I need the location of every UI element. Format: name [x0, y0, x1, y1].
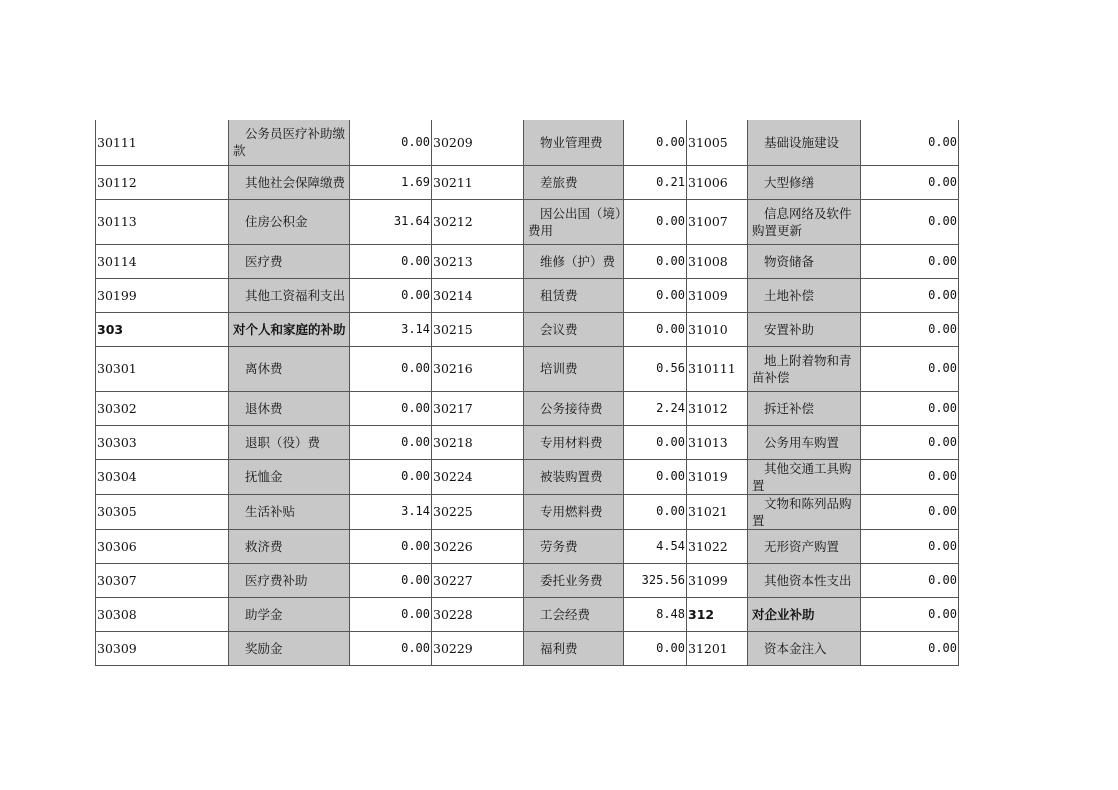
item-code: 30302	[96, 391, 229, 425]
item-name-text: 公务员医疗补助缴款	[233, 126, 346, 159]
item-name-text: 医疗费	[245, 253, 283, 269]
item-name-text: 退休费	[245, 400, 283, 416]
item-name-text: 离休费	[245, 361, 283, 376]
item-amount: 4.54	[624, 529, 687, 563]
item-name	[748, 244, 861, 278]
item-amount: 0.00	[861, 244, 959, 278]
item-name	[229, 529, 350, 563]
item-code: 30218	[432, 425, 524, 459]
item-code: 31006	[687, 165, 748, 199]
item-code: 31201	[687, 631, 748, 665]
item-name	[229, 120, 350, 165]
item-name-text: 会议费	[540, 321, 578, 337]
item-code: 30306	[96, 529, 229, 563]
item-amount: 0.00	[350, 244, 432, 278]
item-code: 30225	[432, 494, 524, 529]
table-row	[96, 391, 959, 425]
item-amount: 0.00	[624, 631, 687, 665]
item-name	[748, 165, 861, 199]
item-name-text: 物资储备	[764, 253, 815, 269]
item-name-text: 地上附着物和青苗补偿	[752, 352, 852, 385]
item-amount: 0.00	[624, 459, 687, 494]
item-amount: 0.00	[350, 120, 432, 165]
item-name	[748, 529, 861, 563]
item-code: 31010	[687, 312, 748, 346]
item-code: 30307	[96, 563, 229, 597]
item-name	[524, 244, 624, 278]
item-code: 30309	[96, 631, 229, 665]
item-name	[229, 312, 350, 346]
item-name-text: 奖励金	[245, 640, 283, 656]
item-name	[524, 165, 624, 199]
item-name-text: 公务接待费	[540, 400, 603, 416]
table-row	[96, 346, 959, 391]
item-name	[229, 631, 350, 665]
item-amount: 0.56	[624, 346, 687, 391]
item-name-text: 福利费	[540, 640, 578, 656]
item-name-text: 培训费	[540, 361, 578, 376]
item-code: 31007	[687, 199, 748, 244]
table-row	[96, 244, 959, 278]
item-name-text: 文物和陈列品购置	[752, 495, 852, 528]
item-name	[524, 278, 624, 312]
item-amount: 0.00	[350, 425, 432, 459]
table-row	[96, 494, 959, 529]
item-name-text: 助学金	[245, 606, 283, 622]
table-row	[96, 529, 959, 563]
item-code: 30215	[432, 312, 524, 346]
item-amount: 8.48	[624, 597, 687, 631]
table-row	[96, 459, 959, 494]
item-code: 31012	[687, 391, 748, 425]
item-name	[229, 199, 350, 244]
item-amount: 3.14	[350, 494, 432, 529]
item-name-text: 专用燃料费	[540, 504, 603, 519]
table-row	[96, 165, 959, 199]
table-row	[96, 199, 959, 244]
item-name	[229, 494, 350, 529]
item-amount: 0.00	[861, 165, 959, 199]
item-name	[524, 631, 624, 665]
item-name-text: 对企业补助	[752, 606, 815, 622]
item-code: 30301	[96, 346, 229, 391]
item-name-text: 对个人和家庭的补助	[233, 321, 346, 337]
item-amount: 0.00	[350, 391, 432, 425]
item-amount: 3.14	[350, 312, 432, 346]
item-code: 312	[687, 597, 748, 631]
item-name	[524, 459, 624, 494]
item-name-text: 其他交通工具购置	[752, 460, 852, 493]
item-amount: 0.00	[350, 346, 432, 391]
item-code: 303	[96, 312, 229, 346]
item-amount: 0.00	[861, 529, 959, 563]
item-code: 30304	[96, 459, 229, 494]
item-name	[524, 425, 624, 459]
item-amount: 0.00	[624, 244, 687, 278]
table-row	[96, 597, 959, 631]
item-name-text: 无形资产购置	[764, 538, 840, 554]
item-name-text: 信息网络及软件购置更新	[752, 205, 852, 238]
item-name-text: 公务用车购置	[764, 434, 840, 450]
item-amount: 0.00	[624, 312, 687, 346]
item-amount: 0.21	[624, 165, 687, 199]
item-name	[229, 244, 350, 278]
item-code: 30303	[96, 425, 229, 459]
item-name	[748, 278, 861, 312]
item-amount: 0.00	[861, 425, 959, 459]
item-code: 30199	[96, 278, 229, 312]
item-name-text: 租赁费	[540, 287, 578, 303]
table-row	[96, 425, 959, 459]
item-amount: 0.00	[624, 120, 687, 165]
item-name	[524, 494, 624, 529]
item-code: 31008	[687, 244, 748, 278]
item-name	[748, 199, 861, 244]
item-amount: 0.00	[350, 597, 432, 631]
item-name-text: 维修（护）费	[540, 253, 616, 269]
item-name	[229, 563, 350, 597]
item-code: 30228	[432, 597, 524, 631]
item-amount: 0.00	[861, 391, 959, 425]
item-amount: 0.00	[861, 312, 959, 346]
item-amount: 0.00	[861, 346, 959, 391]
item-amount: 0.00	[624, 494, 687, 529]
item-name	[229, 346, 350, 391]
item-name	[748, 391, 861, 425]
item-code: 30213	[432, 244, 524, 278]
item-code: 30226	[432, 529, 524, 563]
item-code: 30217	[432, 391, 524, 425]
item-amount: 2.24	[624, 391, 687, 425]
item-name-text: 差旅费	[540, 174, 578, 190]
table-row	[96, 120, 959, 165]
item-code: 30111	[96, 120, 229, 165]
item-name	[229, 165, 350, 199]
table-row	[96, 631, 959, 665]
item-code: 31021	[687, 494, 748, 529]
item-code: 30305	[96, 494, 229, 529]
item-code: 30308	[96, 597, 229, 631]
item-name-text: 专用材料费	[540, 434, 603, 450]
item-name-text: 安置补助	[764, 321, 815, 337]
item-name-text: 因公出国（境）费用	[528, 205, 622, 238]
item-name-text: 基础设施建设	[764, 134, 840, 150]
item-amount: 0.00	[624, 199, 687, 244]
item-amount: 0.00	[861, 597, 959, 631]
item-code: 30224	[432, 459, 524, 494]
item-amount: 0.00	[861, 120, 959, 165]
item-name	[524, 120, 624, 165]
item-amount: 0.00	[350, 529, 432, 563]
item-code: 30216	[432, 346, 524, 391]
item-name	[748, 346, 861, 391]
item-amount: 0.00	[624, 278, 687, 312]
table-row	[96, 278, 959, 312]
item-name	[524, 563, 624, 597]
item-name	[229, 597, 350, 631]
item-name-text: 抚恤金	[245, 469, 283, 484]
expenditure-table	[95, 120, 959, 666]
item-amount: 0.00	[350, 563, 432, 597]
item-name	[229, 425, 350, 459]
item-name	[748, 494, 861, 529]
item-code: 30229	[432, 631, 524, 665]
item-name	[748, 312, 861, 346]
item-name-text: 医疗费补助	[245, 572, 308, 588]
item-amount: 0.00	[350, 631, 432, 665]
item-amount: 1.69	[350, 165, 432, 199]
item-name-text: 劳务费	[540, 538, 578, 554]
item-name-text: 其他社会保障缴费	[245, 174, 346, 190]
item-code: 30112	[96, 165, 229, 199]
item-code: 30209	[432, 120, 524, 165]
item-amount: 0.00	[861, 563, 959, 597]
item-amount: 0.00	[861, 631, 959, 665]
table-row	[96, 312, 959, 346]
item-name-text: 救济费	[245, 538, 283, 554]
item-code: 31013	[687, 425, 748, 459]
item-code: 30114	[96, 244, 229, 278]
item-amount: 0.00	[350, 459, 432, 494]
item-name-text: 工会经费	[540, 606, 591, 622]
item-code: 31019	[687, 459, 748, 494]
item-name	[748, 459, 861, 494]
item-name	[748, 631, 861, 665]
item-code: 30113	[96, 199, 229, 244]
item-name-text: 退职（役）费	[245, 434, 321, 450]
table-row	[96, 563, 959, 597]
item-name-text: 被装购置费	[540, 469, 603, 484]
item-name	[229, 459, 350, 494]
item-name-text: 资本金注入	[764, 640, 827, 656]
item-name-text: 其他资本性支出	[764, 572, 852, 588]
item-name	[524, 529, 624, 563]
item-code: 30227	[432, 563, 524, 597]
item-name	[748, 597, 861, 631]
item-code: 31099	[687, 563, 748, 597]
item-code: 31005	[687, 120, 748, 165]
item-name-text: 土地补偿	[764, 287, 815, 303]
item-name	[748, 563, 861, 597]
item-name-text: 大型修缮	[764, 174, 815, 190]
item-amount: 325.56	[624, 563, 687, 597]
item-name-text: 生活补贴	[245, 504, 296, 519]
item-code: 30212	[432, 199, 524, 244]
item-amount: 31.64	[350, 199, 432, 244]
item-code: 31009	[687, 278, 748, 312]
item-name	[524, 391, 624, 425]
item-amount: 0.00	[861, 459, 959, 494]
item-amount: 0.00	[861, 278, 959, 312]
item-amount: 0.00	[350, 278, 432, 312]
item-name-text: 拆迁补偿	[764, 400, 815, 416]
item-name	[748, 425, 861, 459]
item-name-text: 委托业务费	[540, 572, 603, 588]
item-name	[229, 391, 350, 425]
item-code: 310111	[687, 346, 748, 391]
item-name	[524, 312, 624, 346]
item-name	[524, 597, 624, 631]
item-amount: 0.00	[861, 199, 959, 244]
item-name-text: 其他工资福利支出	[245, 287, 346, 303]
item-code: 30214	[432, 278, 524, 312]
item-name	[524, 199, 624, 244]
item-name	[524, 346, 624, 391]
item-name-text: 住房公积金	[245, 214, 308, 229]
item-code: 30211	[432, 165, 524, 199]
item-code: 31022	[687, 529, 748, 563]
item-name	[229, 278, 350, 312]
item-amount: 0.00	[624, 425, 687, 459]
item-name	[748, 120, 861, 165]
item-name-text: 物业管理费	[540, 134, 603, 150]
item-amount: 0.00	[861, 494, 959, 529]
